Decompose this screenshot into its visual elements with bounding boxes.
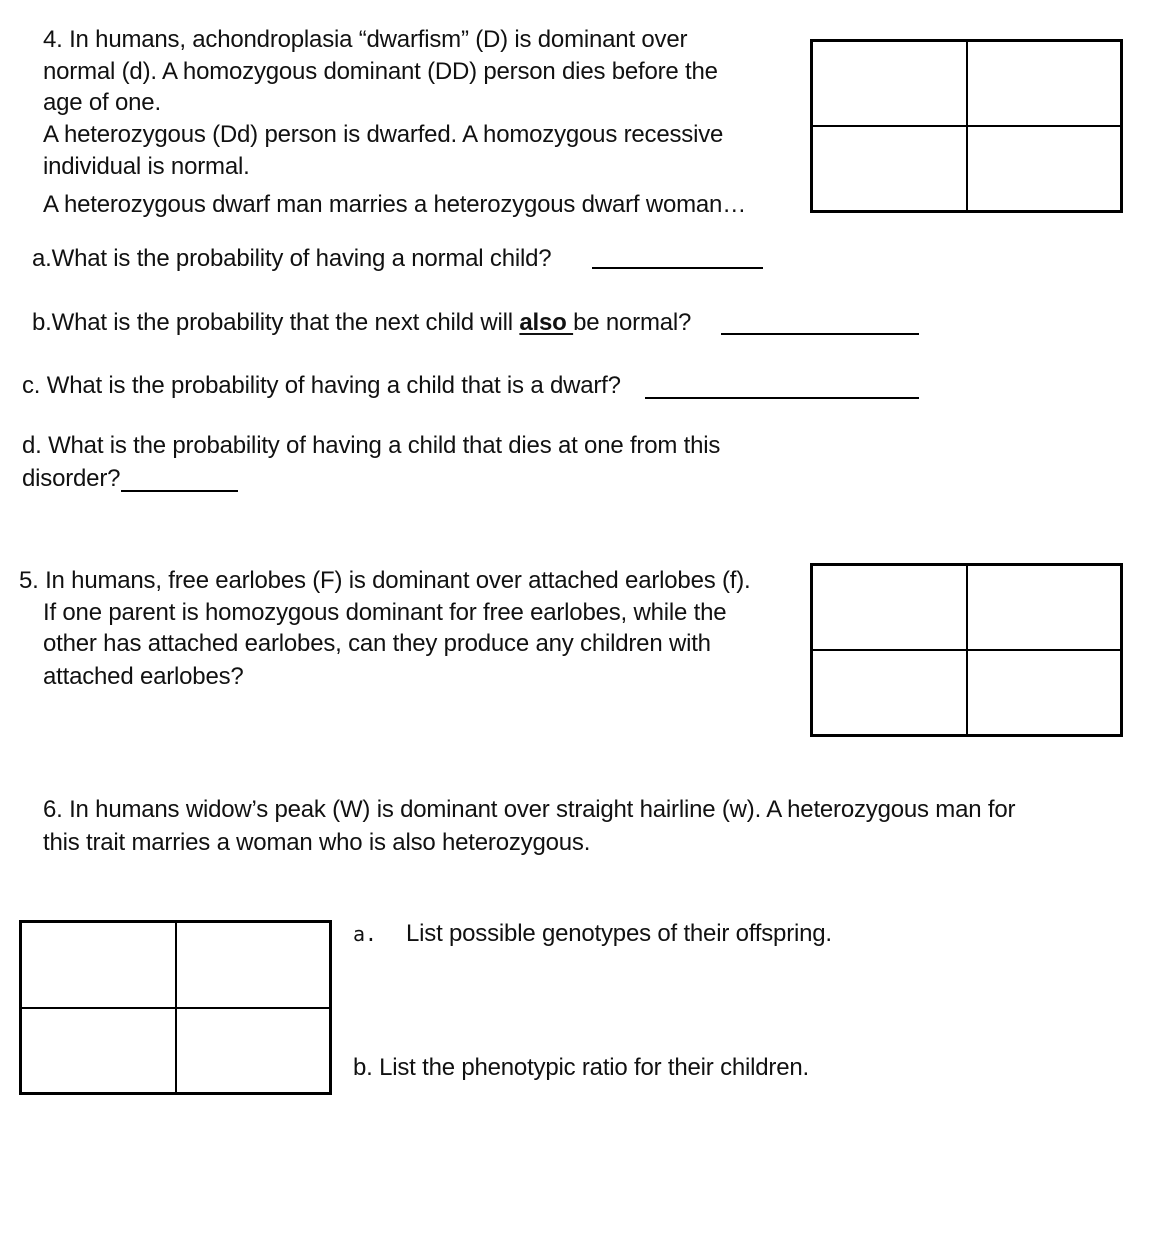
q4d-question-line-1: d. What is the probability of having a child that dies at one from this xyxy=(22,432,721,459)
punnett-cell[interactable] xyxy=(812,126,967,211)
q5-line-1: 5. In humans, free earlobes (F) is dominant over attached earlobes (f). xyxy=(19,567,751,594)
q4-line-5: individual is normal. xyxy=(43,153,250,180)
punnett-cell[interactable] xyxy=(967,41,1122,126)
q4d-answer-blank[interactable] xyxy=(121,490,238,492)
punnett-cell[interactable] xyxy=(967,650,1122,735)
q6-punnett-square[interactable] xyxy=(19,920,332,1095)
q6a-question: List possible genotypes of their offspring. xyxy=(406,920,832,947)
q4c-answer-blank[interactable] xyxy=(645,397,919,399)
q4b-text-start: b.What is the probability that the next child will xyxy=(32,309,520,336)
q4-line-6: A heterozygous dwarf man marries a heterozygous dwarf woman… xyxy=(43,191,746,218)
q4-line-3: age of one. xyxy=(43,89,161,116)
q6a-marker: a. xyxy=(353,922,377,946)
punnett-cell[interactable] xyxy=(176,922,331,1008)
punnett-cell[interactable] xyxy=(812,650,967,735)
q6-line-2: this trait marries a woman who is also heterozygous. xyxy=(43,829,591,856)
q4-line-4: A heterozygous (Dd) person is dwarfed. A homozygous recessive xyxy=(43,121,724,148)
q4-punnett-square[interactable] xyxy=(810,39,1123,213)
q6-line-1: 6. In humans widow’s peak (W) is dominant over straight hairline (w). A heterozygous man for xyxy=(43,796,1016,823)
punnett-cell[interactable] xyxy=(967,565,1122,650)
q4a-question: a.What is the probability of having a normal child? xyxy=(32,245,552,272)
q4d-question-line-2: disorder? xyxy=(22,465,121,492)
punnett-cell[interactable] xyxy=(812,565,967,650)
q4b-emphasis: also xyxy=(519,309,574,336)
punnett-cell[interactable] xyxy=(21,1008,176,1094)
punnett-cell[interactable] xyxy=(21,922,176,1008)
q4b-question xyxy=(32,308,691,338)
punnett-cell[interactable] xyxy=(967,126,1122,211)
q5-line-4: attached earlobes? xyxy=(43,663,244,690)
punnett-cell[interactable] xyxy=(176,1008,331,1094)
q4b-answer-blank[interactable] xyxy=(721,333,919,335)
q5-punnett-square[interactable] xyxy=(810,563,1123,737)
q4-line-2: normal (d). A homozygous dominant (DD) person dies before the xyxy=(43,58,718,85)
punnett-cell[interactable] xyxy=(812,41,967,126)
q6b-question: b. List the phenotypic ratio for their children. xyxy=(353,1054,809,1081)
q4-line-1: 4. In humans, achondroplasia “dwarfism” (D) is dominant over xyxy=(43,26,688,53)
q4c-question: c. What is the probability of having a child that is a dwarf? xyxy=(22,372,621,399)
q5-line-3: other has attached earlobes, can they produce any children with xyxy=(43,630,711,657)
q4a-answer-blank[interactable] xyxy=(592,267,763,269)
q5-line-2: If one parent is homozygous dominant for free earlobes, while the xyxy=(43,599,727,626)
q4b-text-end: be normal? xyxy=(573,309,692,336)
